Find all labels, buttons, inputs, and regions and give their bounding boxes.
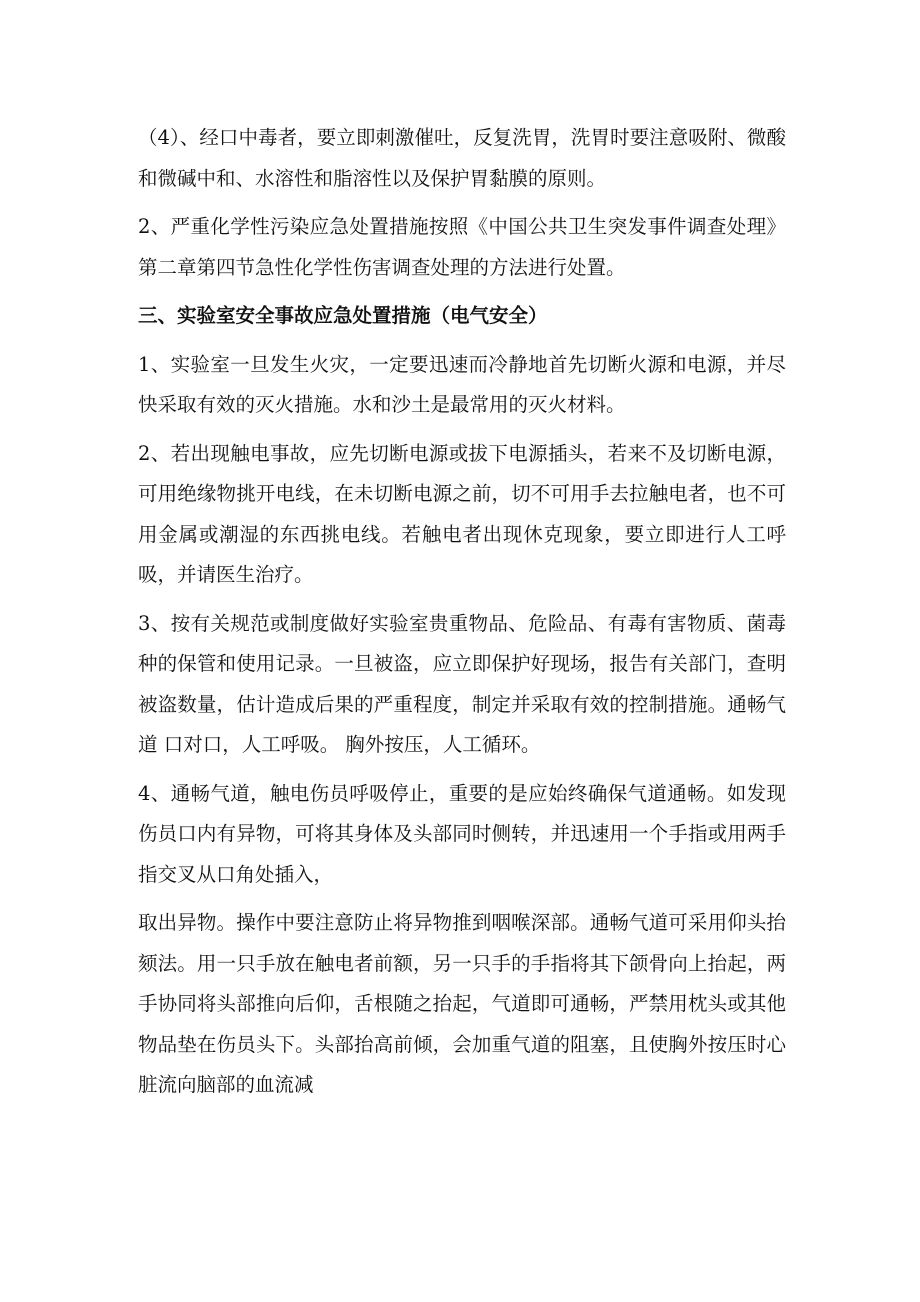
- document-body: [138, 118, 786, 1114]
- paragraph-fire: 1、实验室一旦发生火灾，一定要迅速而冷静地首先切断火源和电源，并尽快采取有效的灭火措施。水和沙土是最常用的灭火材料。: [138, 352, 786, 416]
- paragraph-remove-foreign-object: 取出异物。操作中要注意防止将异物推到咽喉深部。通畅气道可采用仰头抬颏法。用一只手放在触电者前额，另一只手的手指将其下颌骨向上抬起，两手协同将头部推向后仰，舌根随之抬起，气道即可通畅，严禁用枕头或其他物品垫在伤员头下。头部抬高前倾，会加重气道的阻塞，且使胸外按压时心脏流向脑部的血流减: [138, 911, 786, 1096]
- section-heading-electrical-safety: 三、实验室安全事故应急处置措施（电气安全）: [138, 304, 548, 327]
- paragraph-valuables-theft: 3、按有关规范或制度做好实验室贵重物品、危险品、有毒有害物质、菌毒种的保管和使用记录。一旦被盗，应立即保护好现场，报告有关部门，查明被盗数量，估计造成后果的严重程度，制定并采取有效的控制措施。通畅气道 口对口，人工呼吸。 胸外按压，人工循环。: [138, 611, 786, 756]
- paragraph-electric-shock: 2、若出现触电事故，应先切断电源或拔下电源插头，若来不及切断电源，可用绝缘物挑开电线，在未切断电源之前，切不可用手去拉触电者，也不可用金属或潮湿的东西挑电线。若触电者出现休克现象，要立即进行人工呼吸，并请医生治疗。: [138, 441, 786, 586]
- paragraph-oral-poisoning: （4）、经口中毒者，要立即刺激催吐，反复洗胃，洗胃时要注意吸附、微酸和微碱中和、水溶性和脂溶性以及保护胃黏膜的原则。: [138, 126, 786, 190]
- paragraph-airway: 4、通畅气道，触电伤员呼吸停止，重要的是应始终确保气道通畅。如发现伤员口内有异物，可将其身体及头部同时侧转，并迅速用一个手指或用两手指交叉从口角处插入，: [138, 781, 786, 886]
- paragraph-chemical-pollution: 2、严重化学性污染应急处置措施按照《中国公共卫生突发事件调查处理》第二章第四节急性化学性伤害调查处理的方法进行处置。: [138, 215, 786, 279]
